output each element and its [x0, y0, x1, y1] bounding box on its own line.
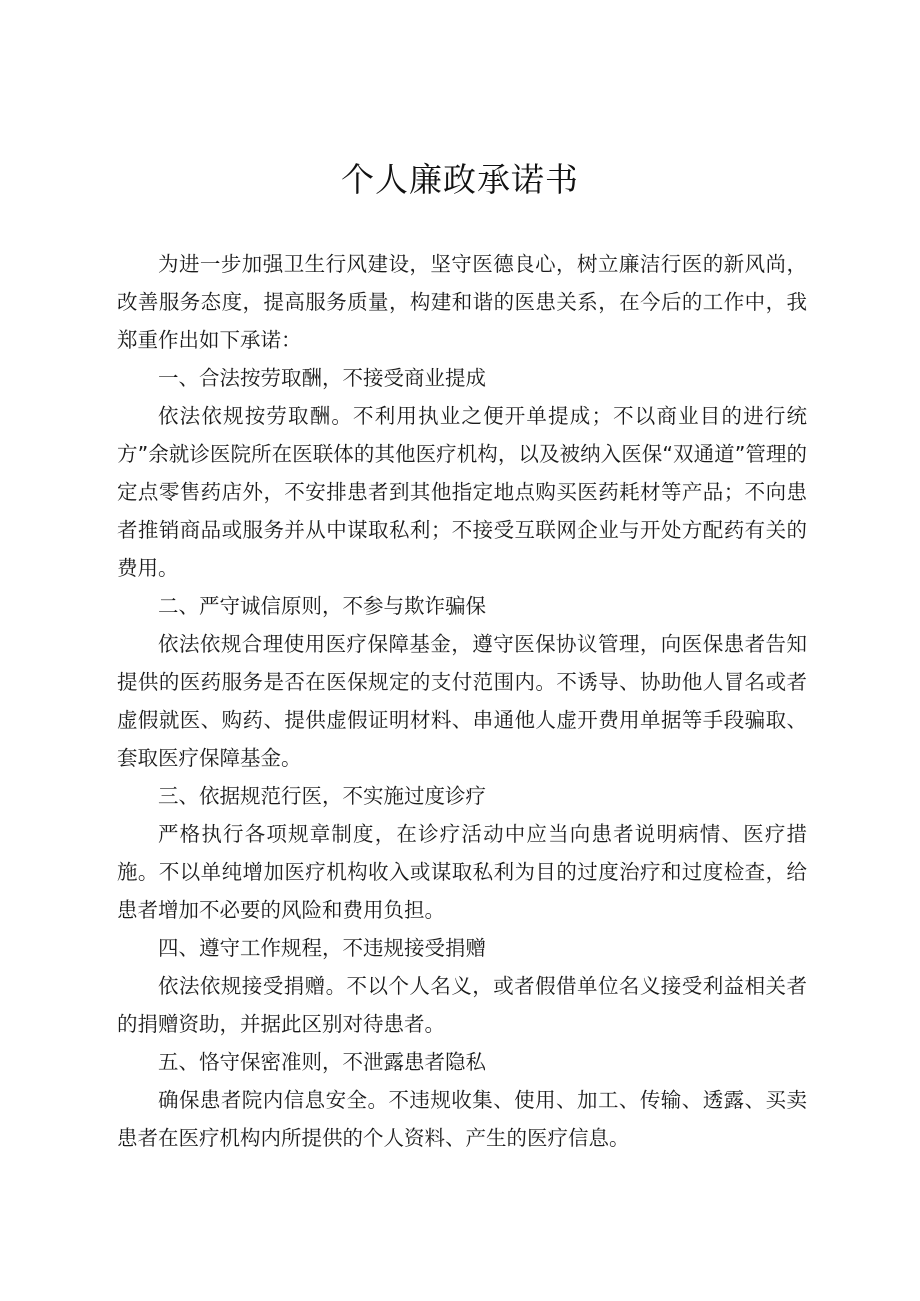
section-3-heading: 三、依据规范行医，不实施过度诊疗 [158, 784, 486, 808]
section-4-body: 依法依规接受捐赠。不以个人名义，或者假借单位名义接受利益相关者的捐赠资助，并据此区别对待患者。 [117, 974, 807, 1036]
section-2-heading: 二、严守诚信原则，不参与欺诈骗保 [158, 594, 486, 618]
section-5-body: 确保患者院内信息安全。不违规收集、使用、加工、传输、透露、买卖患者在医疗机构内所提供的个人资料、产生的医疗信息。 [117, 1088, 807, 1150]
page-title: 个人廉政承诺书 [341, 160, 579, 199]
section-1-heading: 一、合法按劳取酬，不接受商业提成 [158, 366, 486, 390]
section-1-body: 依法依规按劳取酬。不利用执业之便开单提成；不以商业目的进行统方”余就诊医院所在医联体的其他医疗机构，以及被纳入医保“双通道”管理的定点零售药店外，不安排患者到其他指定地点购买医药耗材等产品；不向患者推销商品或服务并从中谋取私利；不接受互联网企业与开处方配药有关的费用。 [117, 404, 807, 580]
document-body [117, 245, 807, 1157]
section-5-heading: 五、恪守保密准则，不泄露患者隐私 [158, 1050, 486, 1074]
section-3-body: 严格执行各项规章制度，在诊疗活动中应当向患者说明病情、医疗措施。不以单纯增加医疗机构收入或谋取私利为目的过度治疗和过度检查，给患者增加不必要的风险和费用负担。 [117, 822, 807, 922]
section-2-body: 依法依规合理使用医疗保障基金，遵守医保协议管理，向医保患者告知提供的医药服务是否在医保规定的支付范围内。不诱导、协助他人冒名或者虚假就医、购药、提供虚假证明材料、串通他人虚开费用单据等手段骗取、套取医疗保障基金。 [117, 632, 807, 770]
intro-paragraph: 为进一步加强卫生行风建设，坚守医德良心，树立廉洁行医的新风尚，改善服务态度，提高服务质量，构建和谐的医患关系，在今后的工作中，我郑重作出如下承诺： [117, 252, 807, 352]
section-4-heading: 四、遵守工作规程，不违规接受捐赠 [158, 936, 486, 960]
